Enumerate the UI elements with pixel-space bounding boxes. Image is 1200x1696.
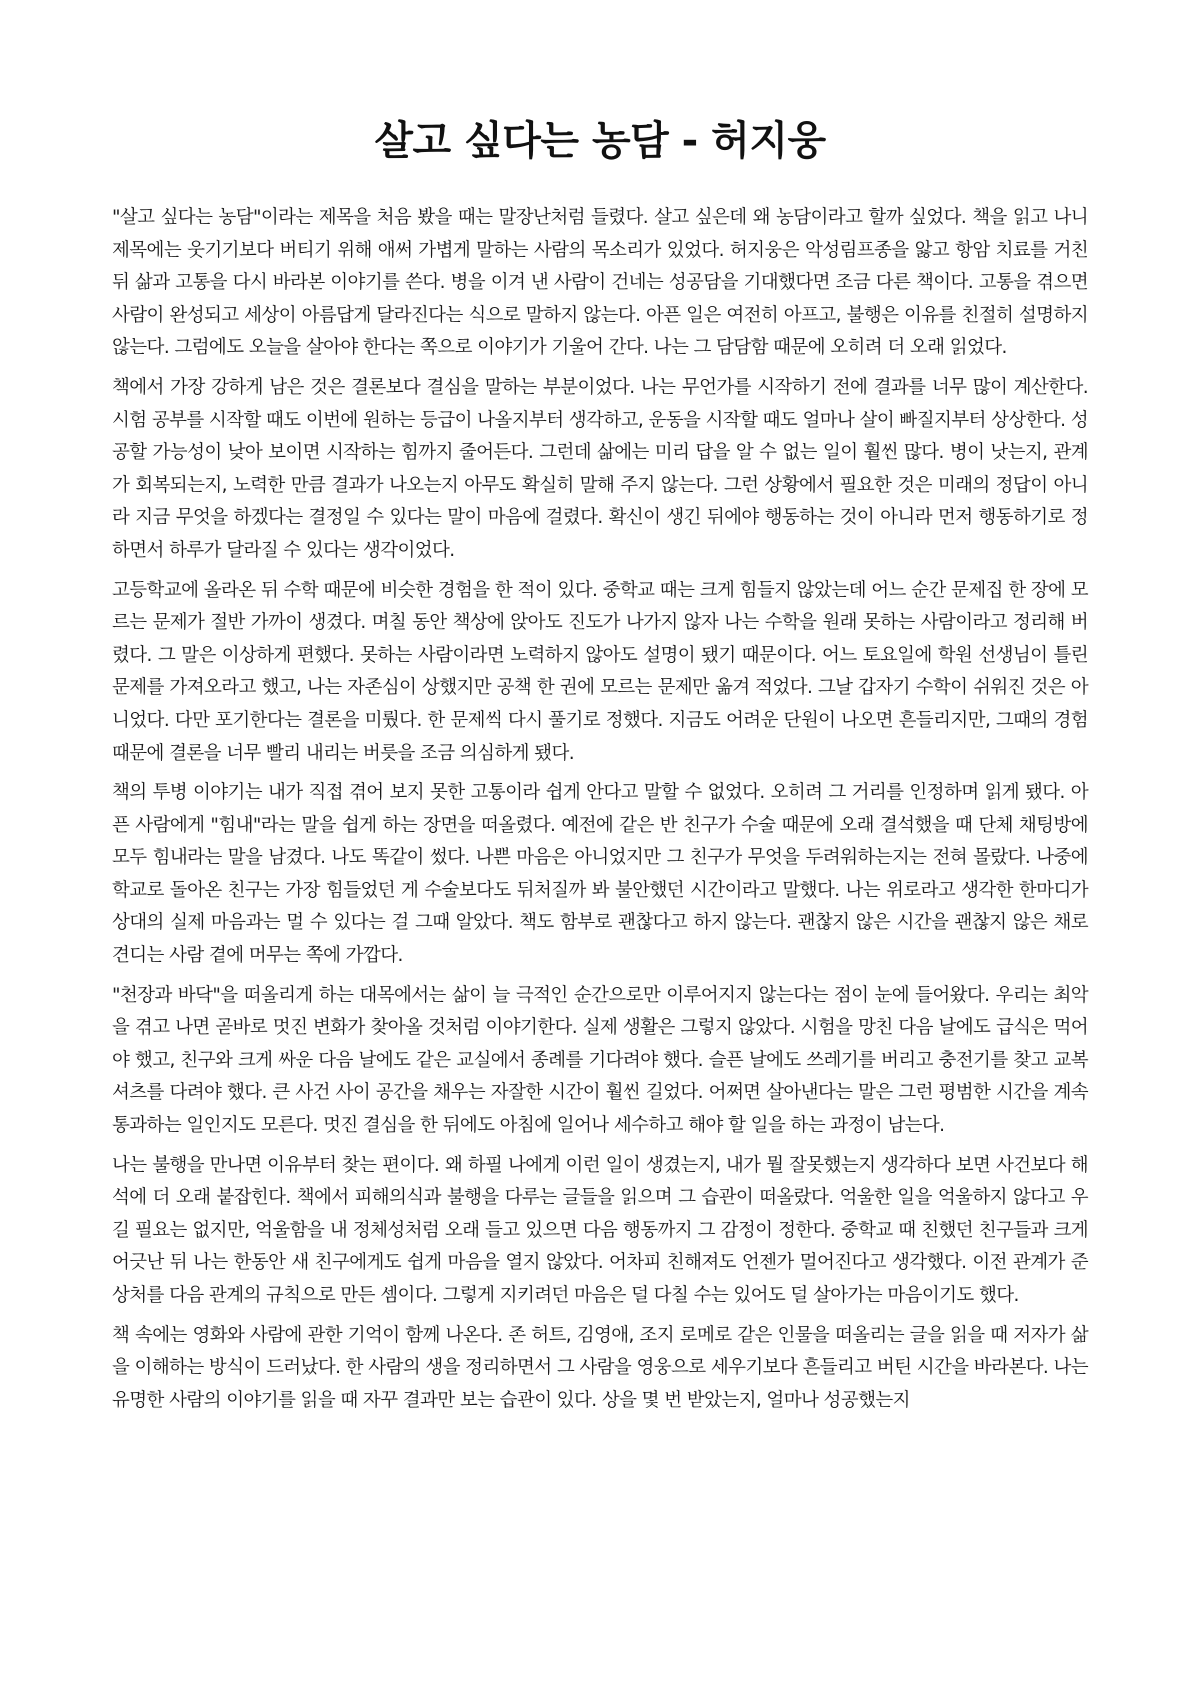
essay-paragraph-2: 책에서 가장 강하게 남은 것은 결론보다 결심을 말하는 부분이었다. 나는 무언가를 시작하기 전에 결과를 너무 많이 계산한다. 시험 공부를 시작할 때도 이번에 원하는 등급이 나올지부터 생각하고, 운동을 시작할 때도 얼마나 살이 빠질지부터 상상한다. 성공할 가능성이 낮아 보이면 시작하는 힘까지 줄어든다. 그런데 삶에는 미리 답을 알 수 없는 일이 훨씬 많다. 병이 낫는지, 관계가 회복되는지, 노력한 만큼 결과가 나오는지 아무도 확실히 말해 주지 않는다. 그런 상황에서 필요한 것은 미래의 정답이 아니라 지금 무엇을 하겠다는 결정일 수 있다는 말이 마음에 걸렸다. 확신이 생긴 뒤에야 행동하는 것이 아니라 먼저 행동하기로 정하면서 하루가 달라질 수 있다는 생각이었다. xyxy=(112,376,1088,561)
essay-paragraph-7: 책 속에는 영화와 사람에 관한 기억이 함께 나온다. 존 허트, 김영애, 조지 로메로 같은 인물을 떠올리는 글을 읽을 때 저자가 삶을 이해하는 방식이 드러났다. 한 사람의 생을 정리하면서 그 사람을 영웅으로 세우기보다 흔들리고 버틴 시간을 바라본다. 나는 유명한 사람의 이야기를 읽을 때 자꾸 결과만 보는 습관이 있다. 상을 몇 번 받았는지, 얼마나 성공했는지 xyxy=(112,1324,1088,1411)
essay-paragraph-4: 책의 투병 이야기는 내가 직접 겪어 보지 못한 고통이라 쉽게 안다고 말할 수 없었다. 오히려 그 거리를 인정하며 읽게 됐다. 아픈 사람에게 "힘내"라는 말을 쉽게 하는 장면을 떠올렸다. 예전에 같은 반 친구가 수술 때문에 오래 결석했을 때 단체 채팅방에 모두 힘내라는 말을 남겼다. 나도 똑같이 썼다. 나쁜 마음은 아니었지만 그 친구가 무엇을 두려워하는지는 전혀 몰랐다. 나중에 학교로 돌아온 친구는 가장 힘들었던 게 수술보다도 뒤처질까 봐 불안했던 시간이라고 말했다. 나는 위로라고 생각한 한마디가 상대의 실제 마음과는 멀 수 있다는 걸 그때 알았다. 책도 함부로 괜찮다고 하지 않는다. 괜찮지 않은 시간을 괜찮지 않은 채로 견디는 사람 곁에 머무는 쪽에 가깝다. xyxy=(112,782,1088,967)
essay-paragraph-3: 고등학교에 올라온 뒤 수학 때문에 비슷한 경험을 한 적이 있다. 중학교 때는 크게 힘들지 않았는데 어느 순간 문제집 한 장에 모르는 문제가 절반 가까이 생겼다. 며칠 동안 책상에 앉아도 진도가 나가지 않자 나는 수학을 원래 못하는 사람이라고 정리해 버렸다. 그 말은 이상하게 편했다. 못하는 사람이라면 노력하지 않아도 설명이 됐기 때문이다. 어느 토요일에 학원 선생님이 틀린 문제를 가져오라고 했고, 나는 자존심이 상했지만 공책 한 권에 모르는 문제만 옮겨 적었다. 그날 갑자기 수학이 쉬워진 것은 아니었다. 다만 포기한다는 결론을 미뤘다. 한 문제씩 다시 풀기로 정했다. 지금도 어려운 단원이 나오면 흔들리지만, 그때의 경험 때문에 결론을 너무 빨리 내리는 버릇을 조금 의심하게 됐다. xyxy=(112,579,1088,764)
essay-page xyxy=(112,116,1088,1424)
essay-title: 살고 싶다는 농담 - 허지웅 xyxy=(374,118,826,164)
essay-paragraph-5: "천장과 바닥"을 떠올리게 하는 대목에서는 삶이 늘 극적인 순간으로만 이루어지지 않는다는 점이 눈에 들어왔다. 우리는 최악을 겪고 나면 곧바로 멋진 변화가 찾아올 것처럼 이야기한다. 실제 생활은 그렇지 않았다. 시험을 망친 다음 날에도 급식은 먹어야 했고, 친구와 크게 싸운 다음 날에도 같은 교실에서 종례를 기다려야 했다. 슬픈 날에도 쓰레기를 버리고 충전기를 찾고 교복 셔츠를 다려야 했다. 큰 사건 사이 공간을 채우는 자잘한 시간이 훨씬 길었다. 어쩌면 살아낸다는 말은 그런 평범한 시간을 계속 통과하는 일인지도 모른다. 멋진 결심을 한 뒤에도 아침에 일어나 세수하고 해야 할 일을 하는 과정이 남는다. xyxy=(112,984,1088,1137)
essay-paragraph-6: 나는 불행을 만나면 이유부터 찾는 편이다. 왜 하필 나에게 이런 일이 생겼는지, 내가 뭘 잘못했는지 생각하다 보면 사건보다 해석에 더 오래 붙잡힌다. 책에서 피해의식과 불행을 다루는 글들을 읽으며 그 습관이 떠올랐다. 억울한 일을 억울하지 않다고 우길 필요는 없지만, 억울함을 내 정체성처럼 오래 들고 있으면 다음 행동까지 그 감정이 정한다. 중학교 때 친했던 친구들과 크게 어긋난 뒤 나는 한동안 새 친구에게도 쉽게 마음을 열지 않았다. 어차피 친해져도 언젠가 멀어진다고 생각했다. 이전 관계가 준 상처를 다음 관계의 규칙으로 만든 셈이다. 그렇게 지키려던 마음은 덜 다칠 수는 있어도 덜 살아가는 마음이기도 했다. xyxy=(112,1154,1088,1306)
essay-paragraph-1: "살고 싶다는 농담"이라는 제목을 처음 봤을 때는 말장난처럼 들렸다. 살고 싶은데 왜 농담이라고 할까 싶었다. 책을 읽고 나니 제목에는 웃기기보다 버티기 위해 애써 가볍게 말하는 사람의 목소리가 있었다. 허지웅은 악성림프종을 앓고 항암 치료를 거친 뒤 삶과 고통을 다시 바라본 이야기를 쓴다. 병을 이겨 낸 사람이 건네는 성공담을 기대했다면 조금 다른 책이다. 고통을 겪으면 사람이 완성되고 세상이 아름답게 달라진다는 식으로 말하지 않는다. 아픈 일은 여전히 아프고, 불행은 이유를 친절히 설명하지 않는다. 그럼에도 오늘을 살아야 한다는 쪽으로 이야기가 기울어 간다. 나는 그 담담함 때문에 오히려 더 오래 읽었다. xyxy=(112,207,1088,359)
